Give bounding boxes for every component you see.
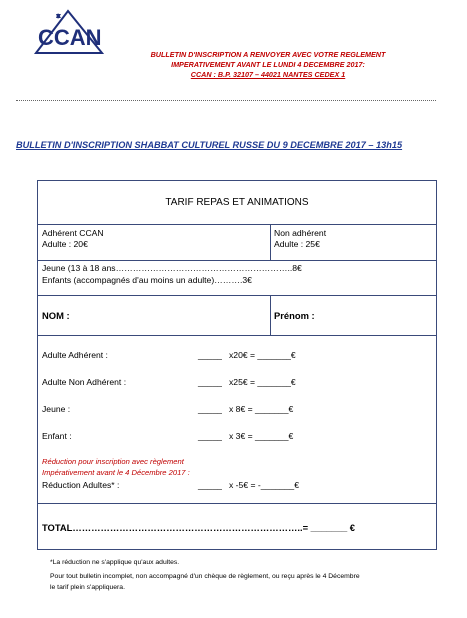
row-jeune-calc[interactable]: x 8€ = _______€ <box>229 404 294 414</box>
ccan-logo <box>28 5 106 57</box>
reduction-label: Réduction Adultes* : <box>42 480 120 490</box>
bulletin-title: BULLETIN D'INSCRIPTION SHABBAT CULTUREL RUSSE DU 9 DECEMBRE 2017 – 13h15 <box>16 140 403 150</box>
footnote-reduction: *La réduction ne s'applique qu'aux adultes. <box>50 559 180 566</box>
reduction-qty[interactable]: _____ <box>198 480 222 490</box>
row-jeune-label: Jeune : <box>42 404 71 414</box>
divider <box>38 335 436 336</box>
separator-line <box>16 100 436 101</box>
header-address: CCAN : B.P. 32107 – 44021 NANTES CEDEX 1 <box>190 70 346 79</box>
row-enfant-label: Enfant : <box>42 431 72 441</box>
prenom-field[interactable]: Prénom : <box>274 310 315 321</box>
row-jeune-qty[interactable]: _____ <box>198 404 222 414</box>
jeune-price-line: Jeune (13 à 18 ans……………………………………………………..8€ <box>42 263 302 273</box>
tarif-title: TARIF REPAS ET ANIMATIONS <box>165 197 309 208</box>
divider <box>38 503 436 504</box>
row-enfant-calc[interactable]: x 3€ = _______€ <box>229 431 294 441</box>
registration-form <box>37 180 437 550</box>
non-adherent-price: Adulte : 25€ <box>274 239 320 249</box>
reduction-note-2: Impérativement avant le 4 Décembre 2017 : <box>42 468 190 477</box>
row-adulte-non-adherent-label: Adulte Non Adhérent : <box>42 377 127 387</box>
enfant-price-line: Enfants (accompagnés d'au moins un adulte)……….3€ <box>42 275 252 285</box>
footnote-full-price: le tarif plein s'appliquera. <box>50 584 125 591</box>
adherent-price: Adulte : 20€ <box>42 239 88 249</box>
row-adulte-adherent-qty[interactable]: _____ <box>198 350 222 360</box>
divider <box>270 295 271 335</box>
non-adherent-label: Non adhérent <box>274 228 327 238</box>
total-line[interactable]: TOTAL………………………………………………………………..= _______ € <box>42 522 355 533</box>
reduction-calc[interactable]: x -5€ = -_______€ <box>229 480 299 490</box>
reduction-note-1: Réduction pour inscription avec règlement <box>42 457 184 466</box>
divider <box>270 224 271 260</box>
row-adulte-adherent-calc[interactable]: x20€ = _______€ <box>229 350 296 360</box>
divider <box>38 224 436 225</box>
nom-field[interactable]: NOM : <box>42 310 70 321</box>
divider <box>38 260 436 261</box>
logo-text: CCAN <box>38 25 102 50</box>
row-adulte-non-adherent-calc[interactable]: x25€ = _______€ <box>229 377 296 387</box>
row-adulte-adherent-label: Adulte Adhérent : <box>42 350 108 360</box>
footnote-incomplete: Pour tout bulletin incomplet, non accompagné d'un chèque de règlement, ou reçu après le 4 Décembre <box>50 573 360 580</box>
header-line-2: IMPERATIVEMENT AVANT LE LUNDI 4 DECEMBRE 2017: <box>171 60 365 69</box>
row-enfant-qty[interactable]: _____ <box>198 431 222 441</box>
row-adulte-non-adherent-qty[interactable]: _____ <box>198 377 222 387</box>
header-line-1: BULLETIN D'INSCRIPTION A RENVOYER AVEC VOTRE REGLEMENT <box>150 50 386 59</box>
adherent-label: Adhérent CCAN <box>42 228 104 238</box>
divider <box>38 295 436 296</box>
